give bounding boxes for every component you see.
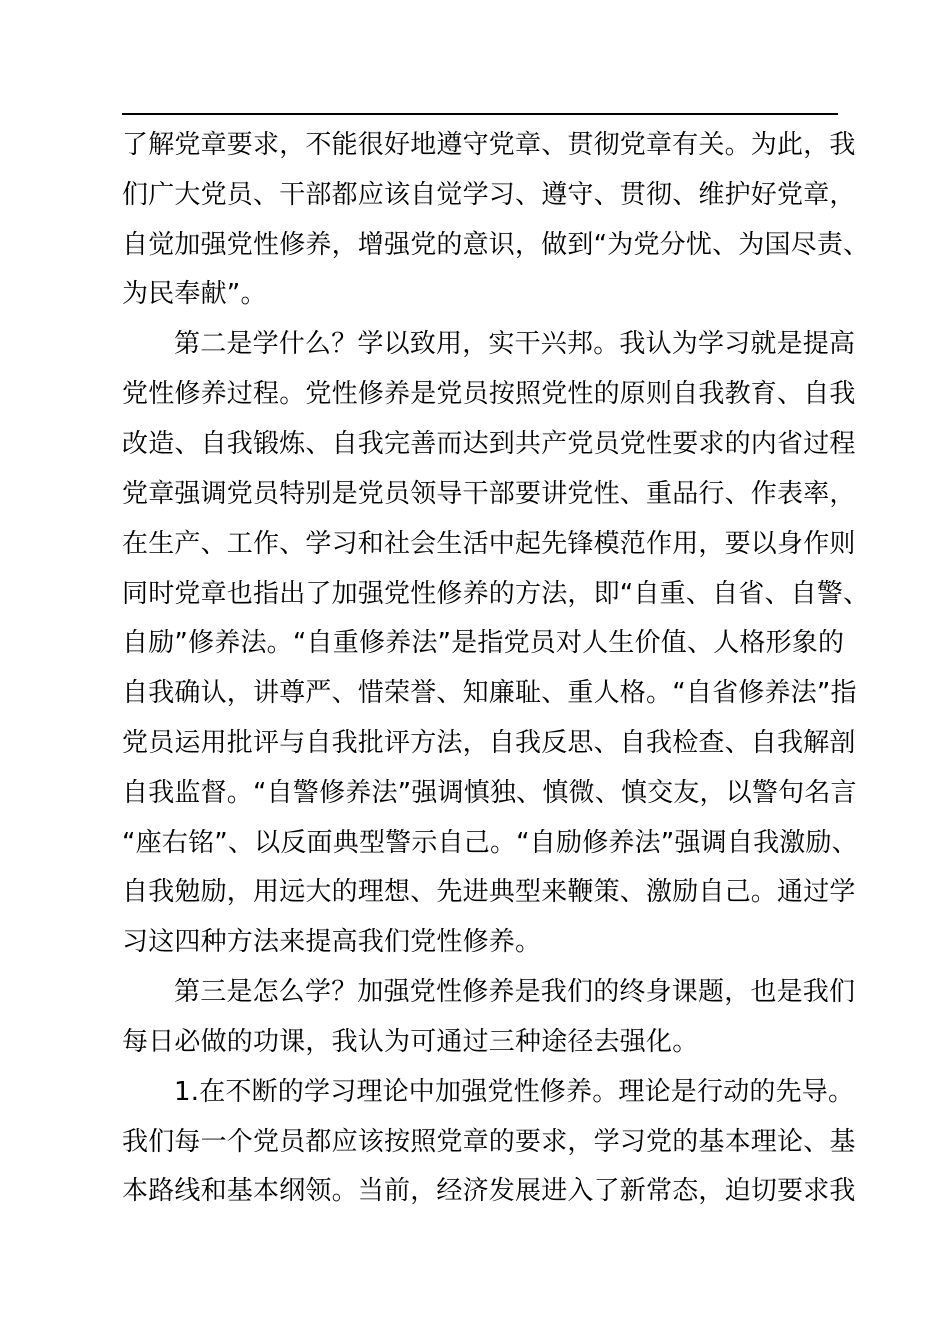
text-line: 自我勉励，用远大的理想、先进典型来鞭策、激励自己。通过学 bbox=[122, 877, 856, 907]
text-line: “座右铭”、以反面典型警示自己。“自励修养法”强调自我激励、 bbox=[122, 828, 858, 858]
paragraph-start-line: 第二是学什么？学以致用，实干兴邦。我认为学习就是提高 bbox=[174, 329, 856, 359]
text-line: 自我确认，讲尊严、惜荣誉、知廉耻、重人格。“自省修养法”指 bbox=[122, 678, 857, 708]
text-line: 了解党章要求，不能很好地遵守党章、贯彻党章有关。为此，我 bbox=[122, 130, 856, 160]
text-line: 改造、自我锻炼、自我完善而达到共产党员党性要求的内省过程 bbox=[122, 429, 856, 459]
text-line: 在生产、工作、学习和社会生活中起先锋模范作用，要以身作则 bbox=[122, 529, 856, 559]
text-line: 为民奉献”。 bbox=[122, 279, 267, 309]
text-line: 自励”修养法。“自重修养法”是指党员对人生价值、人格形象的 bbox=[122, 628, 845, 658]
text-line: 自我监督。“自警修养法”强调慎独、慎微、慎交友，以警句名言 bbox=[122, 778, 857, 808]
text-line: 们广大党员、干部都应该自觉学习、遵守、贯彻、维护好党章， bbox=[122, 180, 856, 210]
paragraph-start-line: 第三是怎么学？加强党性修养是我们的终身课题，也是我们 bbox=[174, 977, 856, 1007]
text-line: 党员运用批评与自我批评方法，自我反思、自我检查、自我解剖 bbox=[122, 728, 856, 758]
header-rule bbox=[122, 113, 838, 115]
text-line: 我们每一个党员都应该按照党章的要求，学习党的基本理论、基 bbox=[122, 1127, 856, 1157]
text-line: 自觉加强党性修养，增强党的意识，做到“为党分忧、为国尽责、 bbox=[122, 230, 870, 260]
text-line: 本路线和基本纲领。当前，经济发展进入了新常态，迫切要求我 bbox=[122, 1176, 856, 1206]
text-line: 党性修养过程。党性修养是党员按照党性的原则自我教育、自我 bbox=[122, 379, 856, 409]
text-line: 每日必做的功课，我认为可通过三种途径去强化。 bbox=[122, 1027, 699, 1057]
text-line: 同时党章也指出了加强党性修养的方法，即“自重、自省、自警、 bbox=[122, 579, 870, 609]
text-line: 党章强调党员特别是党员领导干部要讲党性、重品行、作表率， bbox=[122, 479, 856, 509]
text-line: 习这四种方法来提高我们党性修养。 bbox=[122, 927, 542, 957]
paragraph-start-line: 1.在不断的学习理论中加强党性修养。理论是行动的先导。 bbox=[174, 1077, 855, 1107]
